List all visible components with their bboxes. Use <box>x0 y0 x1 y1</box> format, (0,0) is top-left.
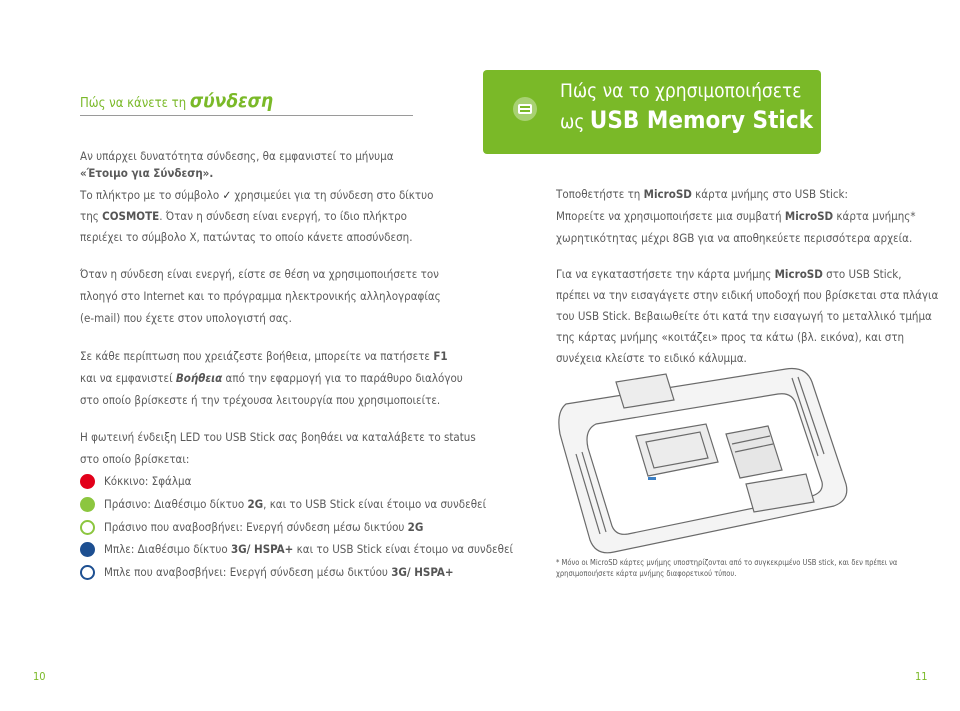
page-number-right: 11 <box>915 670 928 683</box>
footnote: * Μόνο οι MicroSD κάρτες μνήμης υποστηρίζονται από το συγκεκριμένο USB stick, και δεν πρέπει να χρησιμοποιήσετε κάρτα μνήμης διαφορετικού τύπου. <box>556 558 898 578</box>
intro-line-1: Αν υπάρχει δυνατότητα σύνδεσης, θα εμφανιστεί το μήνυμα <box>80 149 394 163</box>
led-status-text-0: Κόκκινο: Σφάλμα <box>104 474 192 488</box>
header-title-line-1: Πώς να το χρησιμοποιήσετε <box>560 80 802 102</box>
para3-line-3: στο οποίο βρίσκεστε ή την τρέχουσα λειτουργία που χρησιμοποιείτε. <box>80 393 441 407</box>
para3-line-2: και να εμφανιστεί Βοήθεια από την εφαρμογή για το παράθυρο διαλόγου <box>80 371 463 385</box>
right-p1-line-1: Τοποθετήστε τη MicroSD κάρτα μνήμης στο USB Stick: <box>556 187 849 201</box>
right-p2-line-1: Για να εγκαταστήσετε την κάρτα μνήμης MicroSD στο USB Stick, <box>556 267 902 281</box>
right-p2-line-5: συνέχεια κλείστε το ειδικό κάλυμμα. <box>556 351 747 365</box>
right-p2-line-2: πρέπει να την εισαγάγετε στην ειδική υποδοχή που βρίσκεται στα πλάγια <box>556 288 939 302</box>
intro-line-4: της COSMOTE. Όταν η σύνδεση είναι ενεργή, το ίδιο πλήκτρο <box>80 209 407 223</box>
led-indicator-4 <box>80 565 95 580</box>
page-number-left: 10 <box>33 670 46 683</box>
checkmark-icon: ✓ <box>222 188 232 202</box>
usb-stick-icon <box>512 96 538 122</box>
led-indicator-2 <box>80 520 95 535</box>
intro-line-2: «Έτοιμο για Σύνδεση». <box>80 166 214 180</box>
para2-line-1: Όταν η σύνδεση είναι ενεργή, είστε σε θέση να χρησιμοποιήσετε τον <box>80 267 439 281</box>
led-indicator-3 <box>80 542 95 557</box>
para3-line-1: Σε κάθε περίπτωση που χρειάζεστε βοήθεια, μπορείτε να πατήσετε F1 <box>80 349 448 363</box>
intro-line-5: περιέχει το σύμβολο Χ, πατώντας το οποίο κάνετε αποσύνδεση. <box>80 230 413 244</box>
title-divider <box>80 115 413 116</box>
para2-line-2: πλοηγό στο Internet και το πρόγραμμα ηλεκτρονικής αλληλογραφίας <box>80 289 441 303</box>
led-indicator-0 <box>80 474 95 489</box>
led-status-text-2: Πράσινο που αναβοσβήνει: Ενεργή σύνδεση μέσω δικτύου 2G <box>104 520 424 534</box>
intro-line-3: Το πλήκτρο με το σύμβολο ✓ χρησιμεύει για τη σύνδεση στο δίκτυο <box>80 188 434 202</box>
header-title-line-2: ως USB Memory Stick <box>560 106 813 134</box>
led-indicator-1 <box>80 497 95 512</box>
led-status-text-3: Μπλε: Διαθέσιμο δίκτυο 3G/ HSPA+ και το USB Stick είναι έτοιμο να συνδεθεί <box>104 542 514 556</box>
para2-line-3: (e-mail) που έχετε στον υπολογιστή σας. <box>80 311 292 325</box>
led-intro-line-1: Η φωτεινή ένδειξη LED του USB Stick σας βοηθάει να καταλάβετε το status <box>80 430 476 444</box>
led-status-text-1: Πράσινο: Διαθέσιμο δίκτυο 2G, και το USB Stick είναι έτοιμο να συνδεθεί <box>104 497 487 511</box>
right-p2-line-4: της κάρτας μνήμης «κοιτάζει» προς τα κάτω (βλ. εικόνα), και στη <box>556 330 905 344</box>
led-status-text-4: Μπλε που αναβοσβήνει: Ενεργή σύνδεση μέσω δικτύου 3G/ HSPA+ <box>104 565 454 579</box>
right-p1-line-3: χωρητικότητας μέχρι 8GB για να αποθηκεύετε περισσότερα αρχεία. <box>556 231 913 245</box>
usb-stick-illustration <box>556 364 856 559</box>
led-intro-line-2: στο οποίο βρίσκεται: <box>80 452 190 466</box>
left-page-title: Πώς να κάνετε τη σύνδεση <box>80 90 274 112</box>
right-p2-line-3: του USB Stick. Βεβαιωθείτε ότι κατά την εισαγωγή το μεταλλικό τμήμα <box>556 309 932 323</box>
right-p1-line-2: Μπορείτε να χρησιμοποιήσετε μια συμβατή MicroSD κάρτα μνήμης* <box>556 209 916 223</box>
